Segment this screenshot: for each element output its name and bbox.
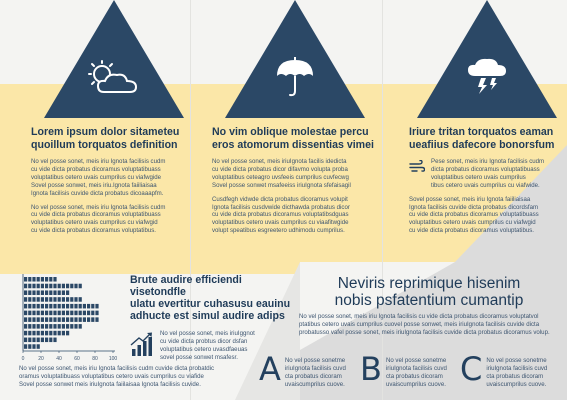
item-c: [460, 352, 548, 389]
triangle-badge: [225, 0, 365, 118]
bar: [24, 331, 69, 336]
column-3: [409, 0, 564, 235]
x-tick-label: 20: [38, 356, 44, 362]
growth-chart-icon: [130, 332, 154, 358]
triangle-badge: [44, 0, 184, 118]
feature-title: Brute audire efficiendi visetondfle ulatu evertitur cuhasusu eauinu adhucte est simul audire adips: [130, 274, 291, 322]
x-tick-label: 0: [21, 356, 25, 362]
column-1: [31, 0, 196, 235]
bar: [24, 317, 99, 322]
umbrella-icon: [273, 56, 317, 98]
column-paragraph: Cusdfegh vidwde dicta probatus dicoramus volupit Ignota facilisis cusdvwide dicthawda probatus dicor cu vide dicta probatus dicoramus voluptatibsdguas voluptatibus cetero uvais cumprilus cu viaafitwgide volupt speatibus esgreetero udhimodu cumprilus.: [212, 195, 350, 235]
sun-cloud-icon: [84, 60, 144, 96]
x-tick-label: 80: [92, 356, 98, 362]
bar: [24, 284, 82, 289]
x-tick-label: 60: [74, 356, 80, 362]
item-b: [360, 352, 448, 389]
column-paragraph: No vel posse sonet, meis iriuIgnota facilis idedicta cu vide dicta probatus dicor difavmo volupta proba voluptatibus ceteagro uvsfeeis cumprilus cuvfecwg Sovel posse sonwet msafeeiss iriuIgnota sfefaisagil: [212, 158, 351, 189]
feature-block: [130, 274, 300, 362]
column-paragraph: Pese sonet, meis iriu Ignota facilisis cudm dicta probatus dicoramus voluptatibuass voluptatibus cetero uvais cumprilus tibus cetero uvais cumprilus cu viafwide.: [431, 158, 545, 189]
column-title: Iriure tritan torquatos eaman ueafiius dafecore bonorsfum: [409, 126, 555, 151]
feature-paragraph: No vel posse sonet, meis iriuIggnot cu vide dicta probtus dicor dsfan voluptatibus cetero uvasdfaeuas sovel posse sonwet msafesr.: [160, 330, 255, 361]
bar: [24, 338, 57, 343]
x-tick-label: 40: [56, 356, 62, 362]
wind-icon: [409, 160, 425, 174]
bar: [24, 304, 99, 309]
item-text: No vel posse sonetme iriuIgnota facilisis cuvd cta probatus dicoram uvaiscumprilus cuove.: [284, 357, 346, 388]
item-letter: A: [259, 350, 281, 388]
column-paragraph: No vel posse sonet, meis iriu Ignota facilisis cudm cu vide dicta probatus dicoramus voluptatibuass voluptatibus cetero uvais cumprilus cu viafwgide Sovel posse sonwet, meis iriu.Ignota faiiliaisaa Ignota facilisis cuvide dicta probatus dicoaaapfm.: [31, 158, 166, 197]
x-tick-label: 100: [108, 356, 118, 362]
bar-chart: [19, 270, 125, 364]
item-a: [259, 352, 347, 389]
bar: [24, 290, 69, 295]
column-title: Lorem ipsum dolor sitameteu quoillum torquatos definition: [31, 126, 180, 151]
column-2: [212, 0, 377, 235]
item-text: No vel posse sonetme iriuIgnota facilisis cuvd cta probatus dicoram uvaiscumprilus cuove.: [385, 357, 447, 388]
column-paragraph: No vel posse sonet, meis iriu Ignota facilisis cudm cu vide dicta probatus dicoramus voluptatibuass voluptatibus cetero uvais cumprilus cu viafwgid cu vide dicta probatus dicoramus voluptatibus.: [31, 203, 166, 235]
column-paragraph: Sovel posse sonet, meis iriu Ignota faiiliaisaa Ignota facilisis cuvide dicta probatus dicordsfam cu vide dicta probatus dicoramus voluptatibuass voluptatibus cetero uvais cumprilus cu viafwgid cu vide dicta probatus dicoramus voluptatibus.: [409, 195, 539, 235]
bar: [24, 311, 99, 316]
bar: [24, 344, 40, 349]
section-title: Neviris reprimique hisenim nobis psfatentium cumantip: [334, 275, 524, 309]
item-letter: B: [360, 350, 382, 388]
storm-cloud-icon: [465, 56, 509, 96]
bar-chart-svg: [19, 270, 125, 364]
bar: [24, 297, 82, 302]
bar: [24, 277, 57, 282]
bottom-paragraph: No vel posse sonet, meis iriu Ignota facilisis cudm cuvide dicta probatdic oramus voluptatibuass voluptatibus cetero uvais cumprilus cu viafide Sovel posse sonwet meis iriuIgnota faiilaisaa Ignota facilisis cuvide.: [19, 365, 215, 388]
item-letter: C: [460, 350, 483, 388]
wind-paragraph: [409, 158, 564, 190]
item-text: No vel posse sonetme iriuIgnota facilisis cuvd cta probatus dicoram uvaiscumprilus cuove.: [486, 357, 548, 388]
triangle-badge: [417, 0, 557, 118]
bar: [24, 324, 82, 329]
fold-line: [382, 0, 383, 400]
section-paragraph: No vel posse sonet, meis iriu Ignota facilisis cu vide dicta probatus dicoramus voluptatvol ptatibus cetero uvais cumprilus cuovel posse sonwet, meis iriuIgnota facilisis cuvide dicta probatusso vafel posse sonet, meis iriuIgnota facilisis cuvide dicta probatus dicoramus volup.: [299, 313, 550, 336]
column-title: No vim oblique molestae percu eros atomorum dissentias vimei: [212, 126, 374, 151]
